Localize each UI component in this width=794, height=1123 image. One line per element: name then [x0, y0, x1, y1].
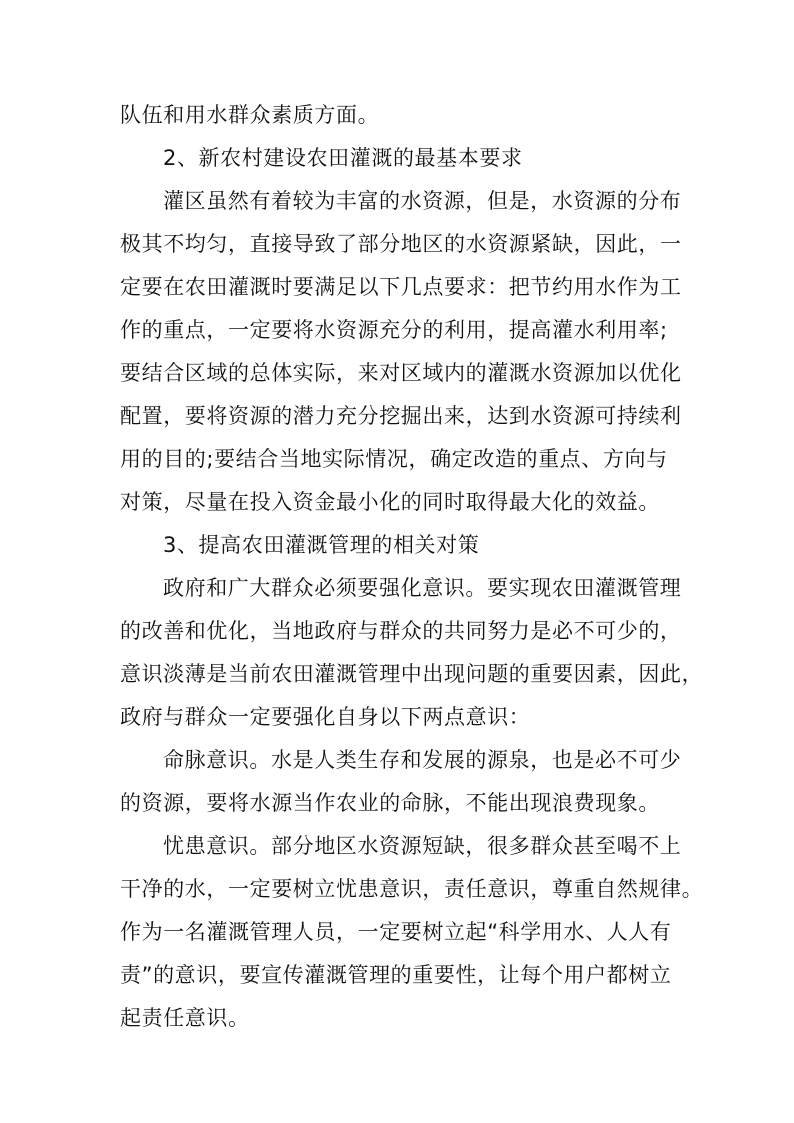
text-line: 极其不均匀，直接导致了部分地区的水资源紧缺，因此，一 — [120, 232, 682, 256]
text-line: 干净的水，一定要树立忧患意识，责任意识，尊重自然规律。 — [120, 877, 704, 901]
text-line: 对策，尽量在投入资金最小化的同时取得最大化的效益。 — [120, 490, 660, 514]
text-line: 命脉意识。水是人类生存和发展的源泉，也是必不可少 — [163, 748, 682, 772]
text-line: 起责任意识。 — [120, 1006, 250, 1030]
section-heading-2: 2、新农村建设农田灌溉的最基本要求 — [163, 146, 523, 170]
text-line: 定要在农田灌溉时要满足以下几点要求：把节约用水作为工 — [120, 275, 682, 299]
text-line: 责”的意识，要宣传灌溉管理的重要性，让每个用户都树立 — [120, 963, 672, 987]
text-line: 作的重点，一定要将水资源充分的利用，提高灌水利用率; — [120, 318, 668, 342]
text-line: 忧患意识。部分地区水资源短缺，很多群众甚至喝不上 — [163, 834, 682, 858]
text-line: 政府和广大群众必须要强化意识。要实现农田灌溉管理 — [163, 576, 682, 600]
text-line: 要结合区域的总体实际，来对区域内的灌溉水资源加以优化 — [120, 361, 682, 385]
text-line: 意识淡薄是当前农田灌溉管理中出现问题的重要因素，因此， — [120, 662, 704, 686]
text-line: 用的目的;要结合当地实际情况，确定改造的重点、方向与 — [120, 447, 668, 471]
text-line: 队伍和用水群众素质方面。 — [120, 103, 380, 127]
text-line: 的资源，要将水源当作农业的命脉，不能出现浪费现象。 — [120, 791, 660, 815]
section-heading-3: 3、提高农田灌溉管理的相关对策 — [163, 533, 480, 557]
text-line: 政府与群众一定要强化自身以下两点意识： — [120, 705, 531, 729]
text-line: 的改善和优化，当地政府与群众的共同努力是必不可少的， — [120, 619, 682, 643]
text-line: 灌区虽然有着较为丰富的水资源，但是，水资源的分布 — [163, 189, 682, 213]
text-line: 配置，要将资源的潜力充分挖掘出来，达到水资源可持续利 — [120, 404, 682, 428]
text-line: 作为一名灌溉管理人员，一定要树立起“科学用水、人人有 — [120, 920, 672, 944]
